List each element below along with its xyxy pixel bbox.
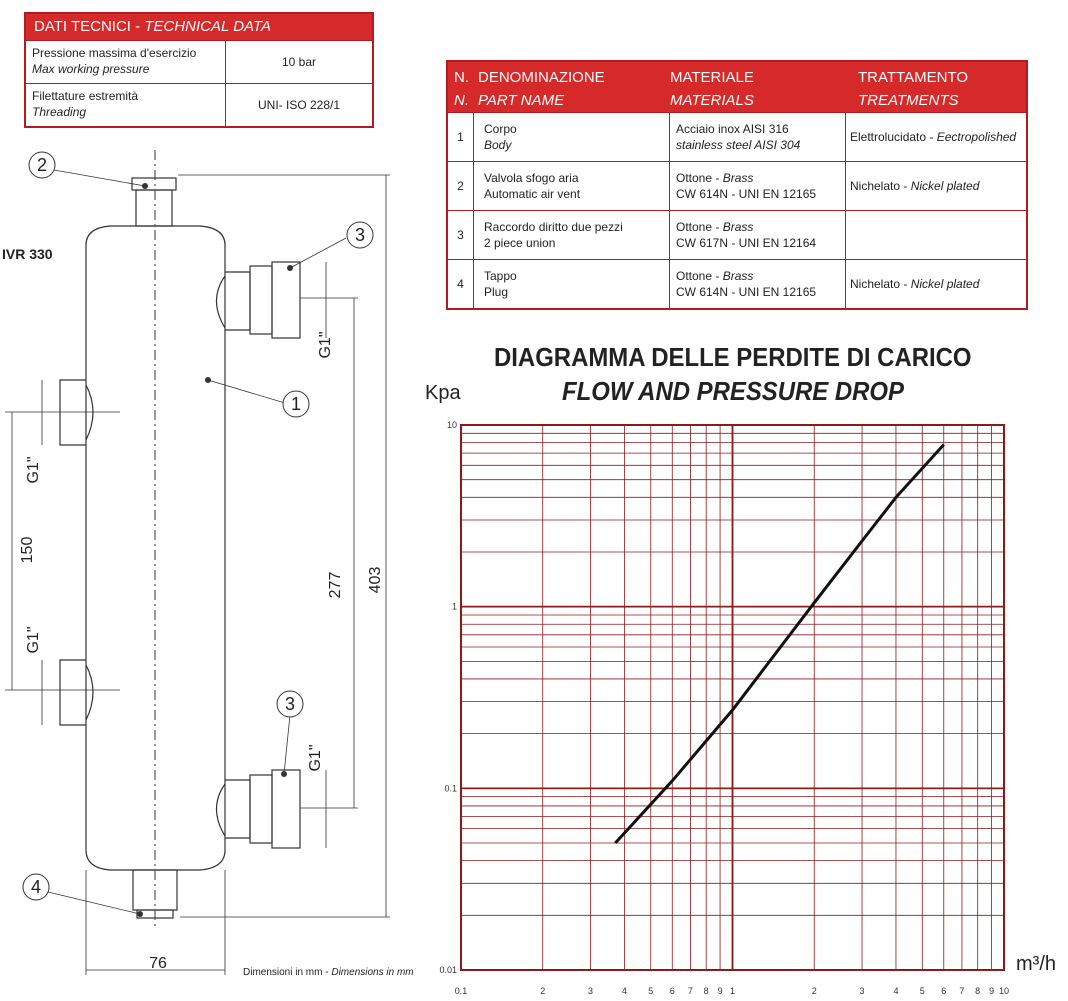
part-number: 1 [448,113,474,161]
x-tick-label: 5 [919,986,925,996]
dim-403-label: 403 [367,566,384,594]
part-treat-sep: - [926,130,937,144]
flow-pressure-chart [420,415,1020,1001]
hdr-treat-en: TREATMENTS [858,92,959,109]
hdr-mat-it: MATERIALE [670,69,754,86]
pressure-value: 10 bar [281,55,317,69]
x-tick-label: 1 [729,986,736,996]
part-mat-it-en: Brass [722,269,754,283]
parts-table [446,60,1028,310]
part-treat-en: Eectropolished [936,130,1017,144]
part-mat-en: stainless steel AISI 304 [676,138,801,152]
hdr-name-it: DENOMINAZIONE [478,69,605,86]
x-tick-label: 4 [621,986,627,996]
union-bottom [272,770,300,848]
x-tick-label: 6 [941,986,947,996]
part-treat-en: Nickel plated [910,277,980,291]
hdr-num-en: N. [454,92,469,109]
threading-value: UNI- ISO 228/1 [257,98,341,112]
x-tick-label: 9 [717,986,723,996]
diagram-title: DIAGRAMMA DELLE PERDITE DI CARICO [494,342,972,372]
x-tick-label: 3 [859,986,865,996]
parts-row [448,210,1026,259]
x-tick-label: 7 [959,986,965,996]
part-treat-en: Nickel plated [910,179,980,193]
hdr-treat-it: TRATTAMENTO [858,69,968,86]
hdr-mat-en: MATERIALS [670,92,754,109]
part-name-it: Valvola sfogo aria [484,171,579,185]
part-name-en: Plug [484,285,509,299]
pressure-label-en: Max working pressure [32,62,150,76]
dimensions-note [243,967,414,978]
callout-3-top: 3 [354,225,366,245]
threading-label-en: Threading [32,105,87,119]
x-tick-label: 8 [975,986,981,996]
air-vent [132,178,176,190]
left-socket-top [60,380,86,445]
x-tick-label: 2 [811,986,817,996]
x-tick-label: 0.1 [454,986,468,996]
y-tick-label: 10 [446,420,457,430]
x-tick-label: 2 [540,986,546,996]
tech-title-it: DATI TECNICI [34,18,131,35]
dims-note-it: Dimensioni in mm [243,967,323,978]
dim-277-label: 277 [327,571,344,599]
left-socket-bottom [60,660,86,725]
thread-label: G1" [307,744,324,772]
part-treat-it: Elettrolucidato [850,130,927,144]
part-mat-it: Ottone - [676,171,723,185]
thread-label: G1" [25,626,42,654]
part-treat-sep: - [900,179,911,193]
dim-150-label: 150 [19,536,36,564]
parts-header [448,62,1026,112]
tech-title-sep: - [130,18,145,35]
callout-2: 2 [36,155,48,175]
thread-label: G1" [25,456,42,484]
hdr-num-it: N. [454,69,469,86]
x-tick-label: 5 [648,986,654,996]
x-tick-label: 4 [893,986,899,996]
part-mat-en: CW 617N - UNI EN 12164 [676,236,817,250]
part-name-en: Automatic air vent [484,187,581,201]
y-tick-label: 0.1 [444,783,457,794]
part-mat-en: CW 614N - UNI EN 12165 [676,285,817,299]
x-tick-label: 9 [989,986,995,996]
part-number: 4 [448,260,474,308]
part-treat-sep: - [900,277,911,291]
part-name-it: Tappo [484,269,517,283]
part-name-en: Body [484,138,512,152]
callout-4: 4 [30,877,42,897]
part-mat-it-en: Brass [722,171,754,185]
x-tick-label: 8 [703,986,709,996]
part-mat-it-en: Brass [722,220,754,234]
part-treat-it: Nichelato [850,277,901,291]
y-tick-label: 0.01 [439,965,457,975]
x-tick-label: 10 [998,986,1010,996]
x-tick-label: 6 [669,986,675,996]
dim-76-label: 76 [149,955,167,972]
technical-drawing [0,0,430,1001]
dims-note-sep: - [322,967,332,978]
x-tick-labels [455,986,1009,996]
hdr-name-en: PART NAME [478,92,565,109]
part-name-it: Raccordo diritto due pezzi [484,220,623,234]
parts-row [448,112,1026,161]
x-tick-label: 3 [588,986,594,996]
union-top [272,262,300,338]
model-label: IVR 330 [2,246,53,262]
part-number: 3 [448,211,474,259]
parts-row [448,259,1026,308]
x-tick-label: 7 [687,986,693,996]
callout-3-bottom: 3 [284,694,296,714]
callout-1: 1 [290,394,302,414]
y-tick-label: 1 [451,601,457,612]
y-axis-unit: Kpa [425,382,461,404]
part-mat-it: Ottone - [676,220,723,234]
threading-label-it: Filettature estremità [32,89,139,103]
diagram-subtitle: FLOW AND PRESSURE DROP [562,376,904,406]
x-axis-unit: m³/h [1016,953,1056,975]
parts-row [448,161,1026,210]
part-name-en: 2 piece union [484,236,556,250]
part-mat-it: Ottone - [676,269,723,283]
part-mat-en: CW 614N - UNI EN 12165 [676,187,817,201]
thread-label: G1" [317,331,334,359]
dims-note-en: Dimensions in mm [331,967,414,978]
tech-title-en: TECHNICAL DATA [144,18,271,35]
part-treat-it: Nichelato [850,179,901,193]
chart-grid [461,425,1004,970]
part-number: 2 [448,162,474,210]
part-name-it: Corpo [484,122,517,136]
pressure-label-it: Pressione massima d'esercizio [32,46,197,60]
y-tick-labels [439,420,457,975]
part-mat-it: Acciaio inox AISI 316 [676,122,789,136]
